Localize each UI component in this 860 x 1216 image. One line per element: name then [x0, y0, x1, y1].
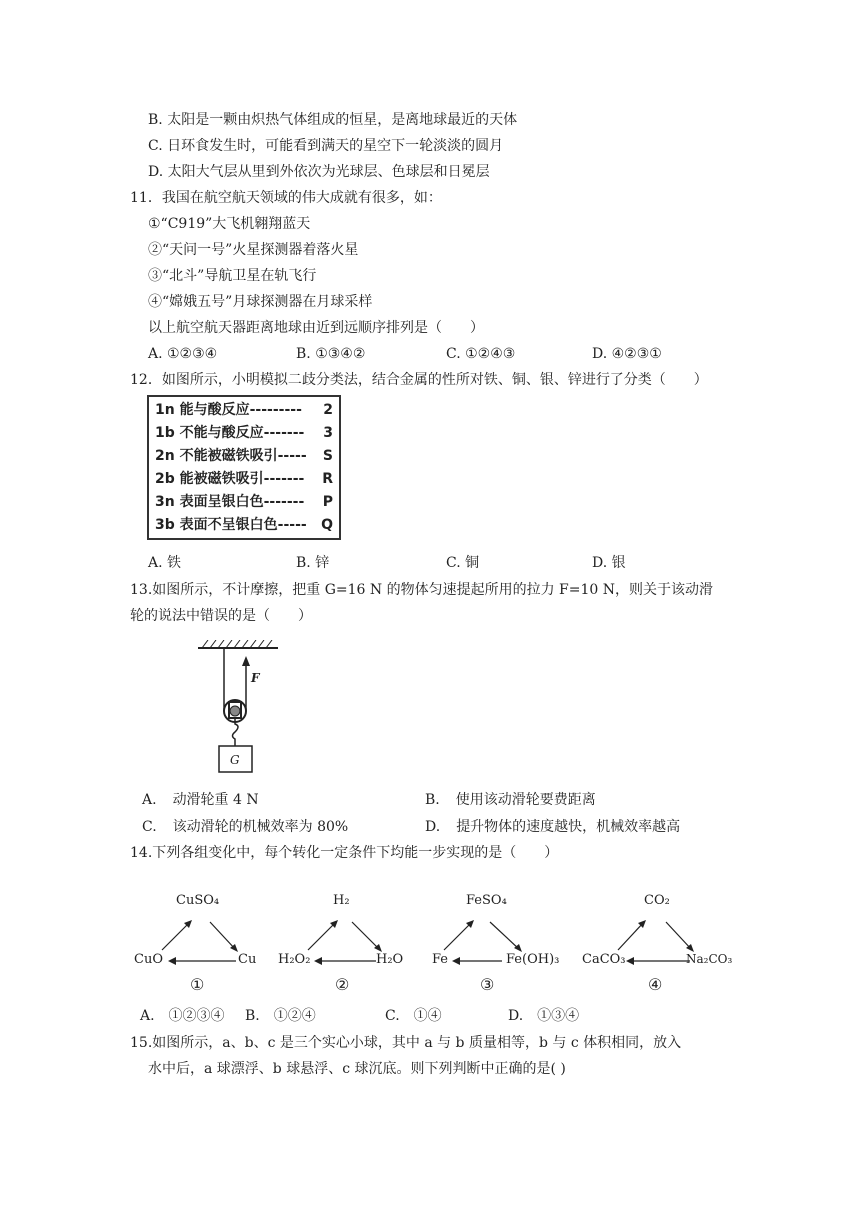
weight-label: G [230, 753, 240, 767]
key-row-3b [155, 514, 333, 537]
dichotomous-key-box [147, 395, 341, 540]
key-code: P [322, 494, 333, 510]
q11-item-1: ①“C919”大飞机翱翔蓝天 [148, 216, 311, 232]
pulley-axle-icon [230, 706, 240, 716]
cycle-arrows-3 [428, 893, 578, 993]
q15-stem-line1: 15.如图所示，a、b、c 是三个实心小球，其中 a 与 b 质量相等，b 与 c 体积相同，放入 [130, 1035, 682, 1051]
q13-option-b [425, 791, 596, 809]
q13-option-a-text: 动滑轮重 4 N [172, 792, 259, 808]
key-dash: ----- [277, 448, 307, 464]
q10-option-b: B. 太阳是一颗由炽热气体组成的恒星，是离地球最近的天体 [148, 112, 518, 128]
key-code: R [322, 471, 333, 487]
q11-option-d: D. ④②③① [592, 346, 662, 362]
q12-stem: 12．如图所示，小明模拟二歧分类法，结合金属的性所对铁、铜、银、锌进行了分类（ ） [130, 372, 708, 388]
cycle-2-left: H₂O₂ [278, 952, 311, 967]
q11-option-b: B. ①③④② [296, 346, 366, 362]
conversion-cycle-2 [276, 893, 426, 993]
q15-stem-line2: 水中后，a 球漂浮、b 球悬浮、c 球沉底。则下列判断中正确的是( ) [148, 1061, 566, 1077]
q11-item-3: ③“北斗”导航卫星在轨飞行 [148, 268, 317, 284]
q13-option-b-text: 使用该动滑轮要费距离 [455, 792, 596, 808]
key-code: 2 [323, 402, 333, 418]
key-label: 1n 能与酸反应 [155, 402, 250, 418]
key-code: S [322, 448, 333, 464]
conversion-cycle-4 [582, 893, 732, 993]
cycle-3-top: FeSO₄ [466, 893, 507, 908]
q13-option-c-letter: C. [142, 819, 157, 835]
key-label: 2b 能被磁铁吸引 [155, 471, 264, 487]
conversion-cycle-3 [428, 893, 578, 993]
q13-option-c [142, 818, 348, 836]
cycle-1-left: CuO [134, 952, 163, 967]
key-row-3n [155, 491, 333, 514]
ceiling-icon [198, 640, 278, 648]
cycle-3-number: ③ [480, 975, 495, 994]
key-row-1n [155, 399, 333, 422]
q13-stem-line2: 轮的说法中错误的是（ ） [130, 608, 312, 624]
q10-option-c: C. 日环食发生时，可能看到满天的星空下一轮淡淡的圆月 [148, 138, 504, 154]
key-label: 1b 不能与酸反应 [155, 425, 264, 441]
q10-option-d: D. 太阳大气层从里到外依次为光球层、色球层和日冕层 [148, 164, 490, 180]
key-row-2n [155, 445, 333, 468]
cycle-2-right: H₂O [376, 952, 404, 967]
key-label: 3n 表面呈银白色 [155, 494, 264, 510]
key-dash: ----- [277, 517, 307, 533]
q14-option-b: B. ①②④ [245, 1008, 316, 1024]
conversion-cycle-1 [130, 893, 280, 993]
q14-option-c: C. ①④ [385, 1008, 442, 1024]
q12-option-a: A. 铁 [148, 555, 182, 571]
cycle-3-left: Fe [432, 952, 449, 967]
cycle-arrows-1 [130, 893, 280, 993]
cycle-arrows-2 [276, 893, 426, 993]
key-row-2b [155, 468, 333, 491]
q13-option-a [142, 791, 259, 809]
key-code: 3 [323, 425, 333, 441]
q13-option-a-letter: A. [142, 792, 157, 808]
q14-option-a: A. ①②③④ [140, 1008, 225, 1024]
q12-option-b: B. 锌 [296, 555, 330, 571]
q14-option-d: D. ①③④ [508, 1008, 580, 1024]
key-dash: ------- [263, 425, 305, 441]
q13-option-d [425, 818, 680, 836]
key-dash: ------- [263, 471, 305, 487]
q13-option-b-letter: B. [425, 792, 440, 808]
q11-option-a: A. ①②③④ [148, 346, 218, 362]
q14-stem: 14.下列各组变化中，每个转化一定条件下均能一步实现的是（ ） [130, 845, 559, 861]
q11-option-c: C. ①②④③ [446, 346, 516, 362]
key-code: Q [321, 517, 333, 533]
q13-stem-line1: 13.如图所示，不计摩擦，把重 G=16 N 的物体匀速提起所用的拉力 F=10 N，则关于该动滑 [130, 582, 714, 598]
pulley-diagram [192, 640, 302, 780]
cycle-1-top: CuSO₄ [176, 893, 220, 908]
cycle-2-number: ② [335, 975, 350, 994]
cycle-4-right: Na₂CO₃ [686, 952, 733, 966]
key-label: 3b 表面不呈银白色 [155, 517, 278, 533]
cycle-4-top: CO₂ [644, 893, 670, 908]
cycle-1-number: ① [190, 975, 205, 994]
cycle-3-right: Fe(OH)₃ [506, 952, 560, 967]
q13-option-d-letter: D. [425, 819, 441, 835]
q11-ask: 以上航空航天器距离地球由近到远顺序排列是（ ） [148, 320, 484, 336]
key-row-1b [155, 422, 333, 445]
q11-stem: 11．我国在航空航天领域的伟大成就有很多，如： [130, 190, 442, 206]
q12-option-d: D. 银 [592, 555, 626, 571]
q12-option-c: C. 铜 [446, 555, 480, 571]
cycle-2-top: H₂ [333, 893, 350, 908]
arrow-up-icon [242, 656, 250, 666]
q11-item-4: ④“嫦娥五号”月球探测器在月球采样 [148, 294, 373, 310]
q11-item-2: ②“天问一号”火星探测器着落火星 [148, 242, 359, 258]
key-dash: ------- [263, 494, 305, 510]
q13-option-c-text: 该动滑轮的机械效率为 80% [172, 819, 349, 835]
q13-option-d-text: 提升物体的速度越快，机械效率越高 [456, 819, 681, 835]
key-dash: --------- [249, 402, 302, 418]
cycle-4-left: CaCO₃ [582, 952, 626, 967]
force-label: F [251, 671, 260, 685]
key-label: 2n 不能被磁铁吸引 [155, 448, 278, 464]
cycle-4-number: ④ [648, 975, 663, 994]
cycle-1-right: Cu [238, 952, 257, 967]
